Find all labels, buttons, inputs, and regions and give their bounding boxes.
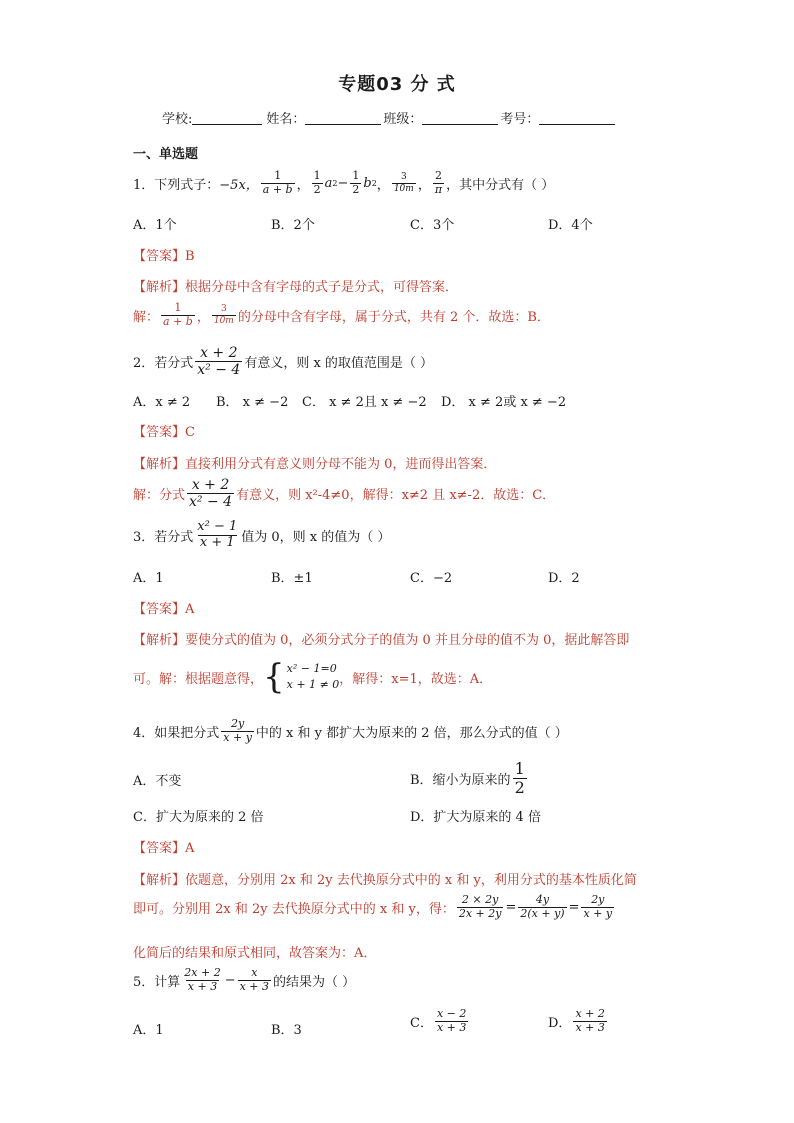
q3-frac: $\frac{\text{x² − 1}}{x + 1}$ [197,519,238,550]
class-label: 班级： [383,112,423,127]
q1-term-a: a [324,175,333,191]
q1-frac-4: $\frac{2}{\pi}$ [434,169,443,196]
page-title: 专题03 分 式 [338,74,456,95]
class-blank[interactable] [422,110,498,125]
q5-frac-2: $\frac{x}{x + 3}$ [239,966,270,993]
q4-analysis: 【解析】依题意，分别用 2x 和 2y 去代换原分式中的 x 和 y，利用分式的基本性质化简 [133,873,637,888]
q3-option-d[interactable]: D．2 [548,571,580,586]
question-2-stem: 2．若分式 $\frac{x + 2}{\text{x² − 4}}$ 有意义，则 x 的取值范围是（ ） [133,345,434,379]
q1-frac-2a: $\frac{1}{2}$ [313,169,321,196]
q1-option-a[interactable]: A．1个 [133,218,177,233]
q2-analysis: 【解析】直接利用分式有意义则分母不能为 0，进而得出答案． [133,457,497,472]
q2-solution: 解：分式 $\frac{x + 2}{\text{x² − 4}}$ 有意义，则 x²-4≠0，解得：x≠2 且 x≠-2．故选：C． [133,477,556,511]
q5-option-d[interactable]: D． $\frac{x + 2}{x + 3}$ [548,1007,605,1034]
q2-option-d[interactable]: D． x ≠ 2或 x ≠ −2 [441,395,567,410]
q4-option-d[interactable]: D．扩大为原来的 4 倍 [410,810,541,825]
q2-option-c[interactable]: C． x ≠ 2且 x ≠ −2 [302,395,427,410]
student-info-line [162,108,615,127]
q4-option-a[interactable]: A．不变 [133,774,182,789]
q4-answer: 【答案】A [133,841,195,856]
q3-equation-system: { x² − 1=0 x + 1 ≠ 0 [263,657,340,697]
q5-frac-1: $\frac{2x + 2}{x + 3}$ [184,966,221,993]
question-4-stem: 4．如果把分式 $\frac{2y}{x + y}$ 中的 x 和 y 都扩大为原来的 2 倍，那么分式的值（ ） [133,717,568,744]
q3-answer: 【答案】A [133,602,195,617]
q1-term-b: b [363,175,372,191]
q1-suffix: ，其中分式有（ ） [446,177,555,193]
q5-optd-frac: $\frac{x + 2}{x + 3}$ [575,1007,605,1034]
q1-frac-1: $\frac{1}{a + b}$ [262,169,293,196]
q3-option-b[interactable]: B．±1 [271,571,313,586]
question-3-stem: 3．若分式 $\frac{\text{x² − 1}}{x + 1}$ 值为 0，则 x 的值为（ ） [133,519,391,550]
q4-option-b[interactable]: B．缩小为原来的 $\frac{1}{2}$ [410,759,525,798]
q5-option-a[interactable]: A．1 [133,1023,164,1038]
q2-option-a[interactable]: A．x ≠ 2 [133,395,191,410]
q2-answer: 【答案】C [133,425,195,440]
q1-solution: 解： $\frac{1}{a + b}$ ， $\frac{3}{10m}$ 的分母中含有字母，属于分式，共有 2 个．故选：B． [133,301,550,328]
q4-solution-line-3: 化简后的结果和原式相同，故答案为：A． [133,946,377,961]
q3-solution: 可。解：根据题意得， { x² − 1=0 x + 1 ≠ 0 ，解得：x=1，故选：A． [133,657,493,697]
q5-option-b[interactable]: B．3 [271,1023,302,1038]
q1-sol-frac-1: $\frac{1}{a + b}$ [163,301,193,328]
name-label: 姓名： [266,112,306,127]
exam-number-blank[interactable] [539,110,615,125]
q3-analysis: 【解析】要使分式的值为 0，必须分式分子的值为 0 并且分母的值不为 0，据此解答即 [133,633,630,648]
question-5-stem: 5．计算 $\frac{2x + 2}{x + 3}$ − $\frac{x}{x + 3}$ 的结果为（ ） [133,966,356,993]
q1-analysis: 【解析】根据分母中含有字母的式子是分式，可得答案． [133,280,459,295]
q4-solution-line-2: 即可。分别用 2x 和 2y 去代换原分式中的 x 和 y，得： $\frac{2 \times 2y}{2x + 2y}$ = $\frac{4y}{2(x + y)}$ = $\frac{2y}{x + y}$ [133,893,613,920]
name-blank[interactable] [305,110,381,125]
q1-option-b[interactable]: B．2个 [271,218,315,233]
q1-prefix: 1．下列式子： [133,177,220,193]
q2-frac: $\frac{x + 2}{\text{x² − 4}}$ [197,345,241,379]
q3-option-c[interactable]: C．−2 [410,571,453,586]
q4-option-c[interactable]: C．扩大为原来的 2 倍 [133,810,264,825]
q3-option-a[interactable]: A．1 [133,571,164,586]
q1-option-c[interactable]: C．3个 [410,218,455,233]
question-1-stem: 1．下列式子： −5x， $\frac{1}{a + b}$ ， $\frac{1}{2}$ a 2 − $\frac{1}{2}$ b 2 ， $\frac{3}{10m}$ ， $\frac{2}{\pi}$ ，其中分式有（ ） [133,169,555,196]
exam-number-label: 考号： [500,112,540,127]
q1-frac-3: $\frac{3}{10m}$ [393,172,414,194]
q2-option-b[interactable]: B． x ≠ −2 [216,395,289,410]
q5-option-c[interactable]: C． $\frac{x - 2}{x + 3}$ [410,1007,467,1034]
q4-optb-frac: $\frac{1}{2}$ [514,759,525,798]
q4-sol-frac-2: $\frac{4y}{2(x + y)}$ [520,893,565,920]
q1-sol-frac-2: $\frac{3}{10m}$ [213,304,234,326]
school-label: 学校: [162,112,193,127]
q1-frac-2b: $\frac{1}{2}$ [352,169,360,196]
q4-sol-frac-3: $\frac{2y}{x + y}$ [583,893,613,920]
section-heading: 一、单选题 [133,147,199,162]
school-blank[interactable] [192,110,262,125]
q4-sol-frac-1: $\frac{2 \times 2y}{2x + 2y}$ [458,893,502,920]
q1-expr-1: −5x， [219,177,259,193]
q5-optc-frac: $\frac{x - 2}{x + 3}$ [436,1007,467,1034]
q1-option-d[interactable]: D．4个 [548,218,593,233]
q4-frac: $\frac{2y}{x + y}$ [223,717,252,744]
q2-sol-frac: $\frac{x + 2}{\text{x² − 4}}$ [189,477,233,511]
q1-answer: 【答案】B [133,249,195,264]
